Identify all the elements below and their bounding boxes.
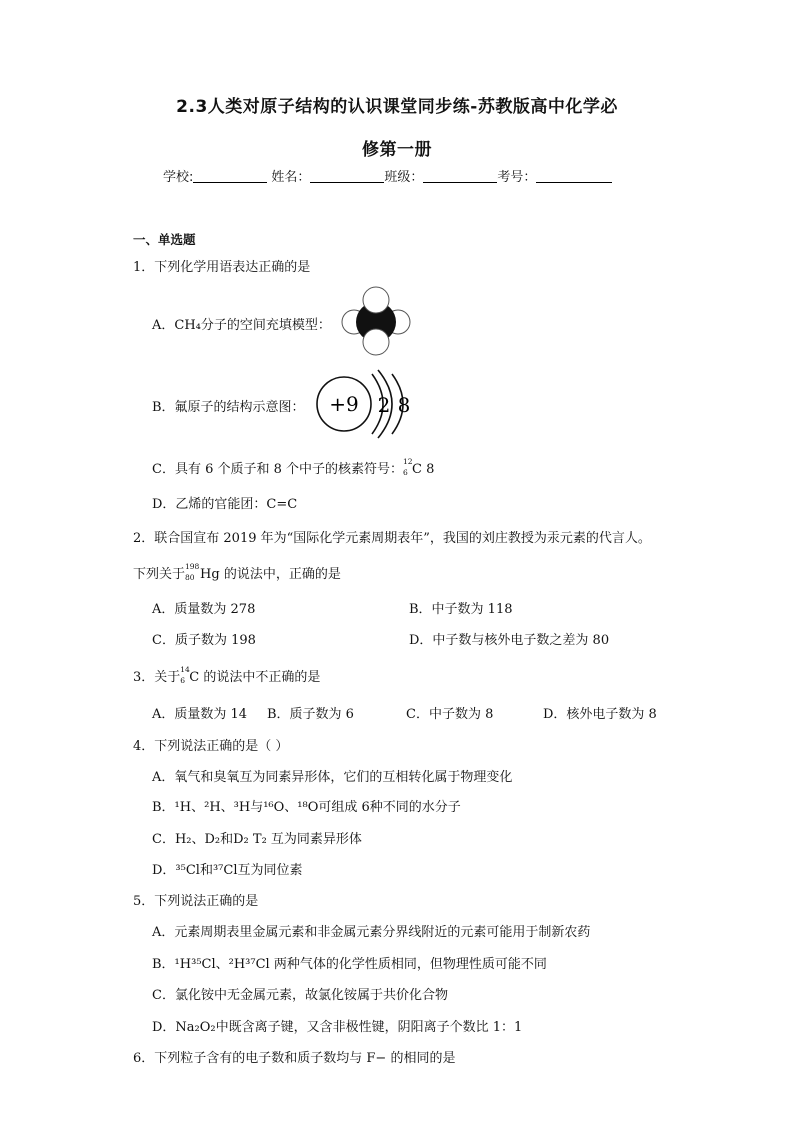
nucleus-charge: +9 (329, 392, 359, 416)
q5-option-b: B．¹H³⁵Cl、²H³⁷Cl 两种气体的化学性质相同，但物理性质可能不同 (152, 957, 547, 972)
class-field[interactable] (423, 170, 497, 183)
school-field[interactable] (193, 170, 267, 183)
q1-option-b: B．氟原子的结构示意图： (152, 400, 305, 415)
shell-2-electrons: 8 (397, 393, 411, 417)
q6-stem: 6．下列粒子含有的电子数和质子数均与 F− 的相同的是 (133, 1051, 456, 1066)
q2-option-d: D．中子数与核外电子数之差为 80 (409, 633, 610, 648)
shell-1-electrons: 2 (377, 393, 391, 417)
fluorine-atom-structure-diagram (312, 368, 422, 440)
exam-no-label: 考号： (497, 170, 537, 185)
q2-stem-line2: 下列关于 198 80 Hg 的说法中，正确的是 (133, 562, 341, 582)
q1-option-a: A．CH₄分子的空间充填模型： (152, 318, 331, 333)
school-label: 学校: (163, 170, 194, 185)
h-atom-top (363, 287, 389, 313)
ch4-space-filling-model (340, 284, 412, 356)
q4-option-b: B．¹H、²H、³H与¹⁶O、¹⁸O可组成 6种不同的水分子 (152, 800, 461, 815)
nuclide-notation: 198 80 (185, 562, 200, 582)
class-label: 班级： (384, 170, 424, 185)
q4-option-c: C．H₂、D₂和D₂ T₂ 互为同素异形体 (152, 832, 362, 847)
q2-option-b: B．中子数为 118 (409, 602, 513, 617)
q1-option-c: C．具有 6 个质子和 8 个中子的核素符号： 12 6 C 8 (152, 457, 435, 477)
nuclide-notation: 14 6 (180, 665, 190, 685)
page-title-continued: 修第一册 (362, 140, 432, 160)
h-atom-bottom (363, 329, 389, 355)
q4-option-d: D．³⁵Cl和³⁷Cl互为同位素 (152, 863, 303, 878)
q1-stem: 1．下列化学用语表达正确的是 (133, 260, 311, 275)
q3-option-c: C．中子数为 8 (406, 707, 494, 722)
q4-option-a: A．氧气和臭氧互为同素异形体，它们的互相转化属于物理变化 (152, 770, 513, 785)
q5-option-d: D．Na₂O₂中既含离子键，又含非极性键，阴阳离子个数比 1：1 (152, 1020, 523, 1035)
nuclide-notation: 12 6 (403, 457, 413, 477)
q5-option-a: A．元素周期表里金属元素和非金属元素分界线附近的元素可能用于制新农药 (152, 925, 591, 940)
q3-option-d: D．核外电子数为 8 (543, 707, 657, 722)
q5-option-c: C．氯化铵中无金属元素，故氯化铵属于共价化合物 (152, 988, 448, 1003)
exam-no-field[interactable] (536, 170, 612, 183)
q3-option-b: B．质子数为 6 (267, 707, 354, 722)
q4-stem: 4．下列说法正确的是（ ） (133, 739, 289, 754)
name-field[interactable] (310, 170, 384, 183)
q3-option-a: A．质量数为 14 (152, 707, 248, 722)
q2-option-a: A．质量数为 278 (152, 602, 256, 617)
student-info-line (163, 166, 612, 185)
section-title: 一、单选题 (133, 232, 196, 247)
q2-option-c: C．质子数为 198 (152, 633, 256, 648)
q5-stem: 5．下列说法正确的是 (133, 894, 259, 909)
q1-option-d: D．乙烯的官能团：C=C (152, 497, 298, 512)
name-label: 姓名： (271, 170, 311, 185)
q2-stem-line1: 2．联合国宣布 2019 年为“国际化学元素周期表年”，我国的刘庄教授为汞元素的代言人。 (133, 531, 651, 546)
page-title: 2.3人类对原子结构的认识课堂同步练-苏教版高中化学必 (176, 97, 618, 117)
q3-stem: 3．关于 14 6 C 的说法中不正确的是 (133, 665, 321, 685)
